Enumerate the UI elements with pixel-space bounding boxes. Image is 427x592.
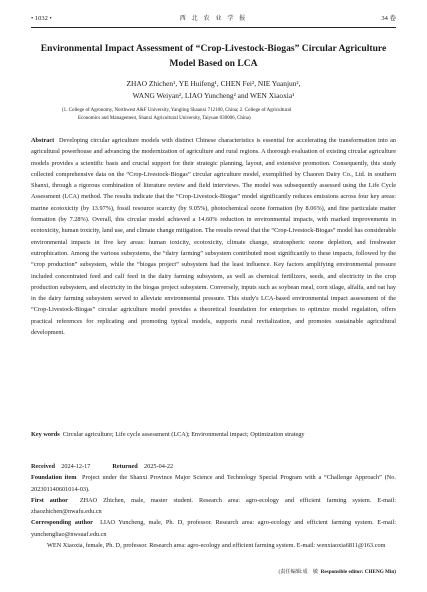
keywords-label: Key words: [31, 431, 60, 438]
affiliation-line-2: Economics and Management, Shanxi Agricultural University, Taiyuan 030006, China): [78, 116, 251, 122]
abstract-text: Developing circular agriculture models with distinct Chinese characteristics is essential for accelerating the transformation into an agricultural powerhouse and advancing the modernization of agriculture and rural regions. A thorough evaluation of existing circular agriculture models provides a scientific basis and crucial support for their strategic planning, layout, and extensive promotion. Consequently, this study collected comprehensive data on the “Crop-Livestock-Biogas” circular agriculture model, exemplified by Chaoren Dairy Co., Ltd. in southern Shanxi, through a rigorous combination of literature review and field interviews. The model was subsequently assessed using the Life Cycle Assessment (LCA) method. The results indicate that the “Crop-Livestock-Biogas” model significantly reduces emissions across four key areas: marine ecotoxicity (by 13.97%), fossil resource scarcity (by 9.05%), photochemical ozone formation (by 8.06%), and fine particulate matter formation (by 7.28%). Overall, this circular model achieved a 14.60% reduction in environmental impacts, with marked improvements in ecotoxicity, human toxicity, land use, and climate change mitigation. The results reveal that the “Crop-Livestock-Biogas” model has considerable environmental impacts in five key areas: human toxicity, ecotoxicity, climate change, stratospheric ozone depletion, and freshwater eutrophication. Among the various subsystems, the “dairy farming” subsystem contributed most significantly to these impacts, followed by the “crop production” subsystem, while the “biogas project” subsystem had the least influence. Key factors amplifying environmental pressure included concentrated feed and calf feed in the dairy farming subsystem, as well as chemical fertilizers, seeds, and electricity in the crop production subsystem, and electricity in the biogas project subsystem. Conversely, inputs such as soybean meal, corn silage, alfalfa, and oat hay in the dairy farming subsystem served to alleviate environmental pressure. This study's LCA-based environmental impact assessment of the “Crop-Livestock-Biogas” circular agriculture model provides a theoretical foundation for enterprises to optimize model regulation, offers practical references for replicating and promoting typical models, supports rural revitalization, and promotes sustainable agricultural development.: [31, 137, 396, 337]
returned-date: 2025-04-22: [143, 463, 174, 470]
author-list: [50, 78, 377, 102]
dates-row: [31, 461, 396, 472]
running-header: [31, 13, 396, 25]
author-line-2: WANG Weiyan², LIAO Yuncheng² and WEN Xiaoxia¹: [132, 91, 295, 100]
second-corresponding-author-row: WEN Xiaoxia, female, Ph. D, professor. Research area: agro-ecology and efficient farming system. E-mail: wenxiaoxia6811@163.com: [47, 542, 386, 550]
corresponding-author-label: Corresponding author: [31, 519, 93, 527]
paper-title: Environmental Impact Assessment of “Crop-Livestock-Biogas” Circular Agriculture Model Based on LCA: [40, 43, 387, 69]
first-author-label: First author: [31, 496, 68, 504]
abstract-label: Abstract: [31, 137, 55, 144]
first-author-row: [31, 495, 396, 518]
editor-en: Responsible editor: CHENG Min): [320, 569, 396, 575]
author-line-1: ZHAO Zhichen¹, YE Huifeng¹, CHEN Fei², NIE Yuanjun²,: [126, 79, 301, 88]
returned-label: Returned: [112, 463, 138, 470]
abstract: [31, 135, 396, 338]
received-date: 2024-12-17: [61, 463, 91, 470]
page-number: • 1032 •: [31, 15, 52, 22]
foundation-text: Project under the Shanxi Province Major Science and Technology Special Program with a “Challenge Approach” (No. 202301140601014-03).: [31, 474, 396, 493]
corresponding-author-text: LIAO Yuncheng, male, Ph. D, professor. Research area: agro-ecology and efficient farming system. E-mail: yunchengliao@nwsuaf.edu.cn: [31, 519, 397, 538]
received-label: Received: [31, 463, 55, 470]
affiliation-line-1: (1. College of Agronomy, Northwest A&F University, Yangling Shaanxi 712100, China; 2. College of Agricultural: [62, 108, 292, 113]
responsible-editor: [279, 568, 396, 577]
keywords-text: Circular agriculture; Life cycle assessment (LCA); Environmental impact; Optimization strategy: [62, 431, 305, 438]
volume-label: 34 卷: [381, 15, 396, 22]
article-info: [31, 461, 396, 551]
corresponding-author-row: [31, 517, 396, 540]
journal-name: 西 北 农 业 学 报: [179, 15, 248, 22]
keywords: [31, 429, 396, 440]
foundation-row: [31, 472, 396, 495]
first-author-text: ZHAO Zhichen, male, master student. Research area: agro-ecology and efficient farming system. E-mail: zhaozhichen@nwafu.edu.cn: [31, 496, 396, 516]
affiliations: [62, 107, 377, 123]
foundation-label: Foundation item: [31, 474, 77, 482]
header-rule: [31, 27, 396, 28]
editor-cn: (责任编辑:成 敏: [278, 569, 319, 575]
